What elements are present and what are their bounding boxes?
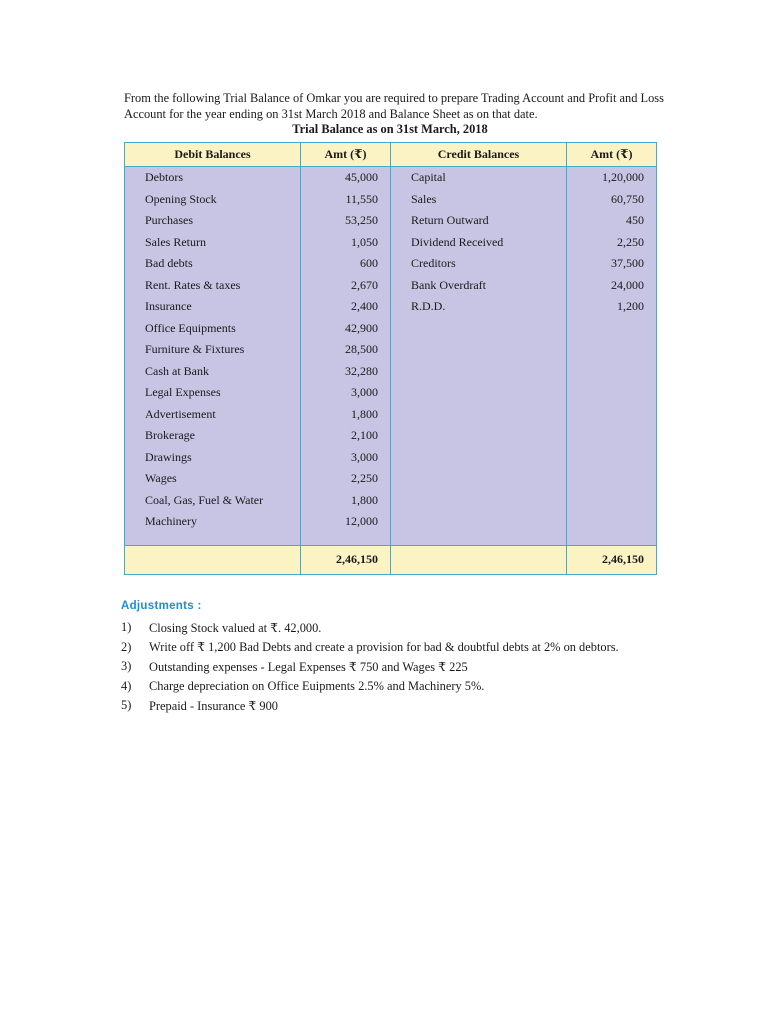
credit-account-name bbox=[391, 361, 567, 383]
credit-amount: 450 bbox=[567, 210, 657, 232]
credit-amount: 1,200 bbox=[567, 296, 657, 318]
debit-amount: 2,400 bbox=[301, 296, 391, 318]
credit-amount: 24,000 bbox=[567, 275, 657, 297]
table-row bbox=[125, 275, 657, 297]
debit-account-name: Drawings bbox=[125, 447, 301, 469]
debit-amount: 28,500 bbox=[301, 339, 391, 361]
total-credit-amount: 2,46,150 bbox=[567, 545, 657, 574]
adjustments-heading: Adjustments : bbox=[121, 600, 202, 612]
credit-amount bbox=[567, 447, 657, 469]
table-row bbox=[125, 232, 657, 254]
debit-amount: 2,250 bbox=[301, 468, 391, 490]
adjustment-number: 2) bbox=[121, 639, 132, 654]
table-row bbox=[125, 339, 657, 361]
debit-account-name: Office Equipments bbox=[125, 318, 301, 340]
credit-account-name: Return Outward bbox=[391, 210, 567, 232]
debit-amount: 11,550 bbox=[301, 189, 391, 211]
credit-account-name: Creditors bbox=[391, 253, 567, 275]
debit-amount: 1,050 bbox=[301, 232, 391, 254]
adjustment-text: Write off ₹ 1,200 Bad Debts and create a provision for bad & doubtful debts at 2% on debtors. bbox=[149, 640, 619, 655]
debit-account-name: Sales Return bbox=[125, 232, 301, 254]
debit-account-name: Bad debts bbox=[125, 253, 301, 275]
adjustment-text: Charge depreciation on Office Euipments 2.5% and Machinery 5%. bbox=[149, 678, 485, 693]
spacer-cell bbox=[301, 533, 391, 546]
credit-account-name bbox=[391, 490, 567, 512]
debit-account-name: Cash at Bank bbox=[125, 361, 301, 383]
header-debit-amount: Amt (₹) bbox=[301, 143, 391, 167]
credit-amount bbox=[567, 318, 657, 340]
table-row bbox=[125, 404, 657, 426]
credit-amount bbox=[567, 361, 657, 383]
credit-amount bbox=[567, 339, 657, 361]
debit-account-name: Purchases bbox=[125, 210, 301, 232]
debit-amount: 32,280 bbox=[301, 361, 391, 383]
debit-amount: 12,000 bbox=[301, 511, 391, 533]
credit-account-name bbox=[391, 468, 567, 490]
debit-account-name: Furniture & Fixtures bbox=[125, 339, 301, 361]
spacer-cell bbox=[391, 533, 567, 546]
table-body bbox=[125, 167, 657, 546]
debit-amount: 3,000 bbox=[301, 382, 391, 404]
debit-account-name: Legal Expenses bbox=[125, 382, 301, 404]
adjustment-number: 1) bbox=[121, 620, 132, 635]
adjustment-item bbox=[121, 696, 681, 716]
adjustment-item bbox=[121, 677, 681, 697]
spacer-row bbox=[125, 533, 657, 546]
debit-account-name: Coal, Gas, Fuel & Water bbox=[125, 490, 301, 512]
spacer-cell bbox=[567, 533, 657, 546]
credit-amount: 37,500 bbox=[567, 253, 657, 275]
problem-statement: From the following Trial Balance of Omkar you are required to prepare Trading Account and Profit and Loss Account for the year ending on 31st March 2018 and Balance Sheet as on that date. bbox=[124, 91, 664, 121]
debit-account-name: Brokerage bbox=[125, 425, 301, 447]
header-debit-balances: Debit Balances bbox=[125, 143, 301, 167]
credit-amount: 2,250 bbox=[567, 232, 657, 254]
debit-amount: 600 bbox=[301, 253, 391, 275]
table-row bbox=[125, 468, 657, 490]
adjustment-item bbox=[121, 618, 681, 638]
credit-account-name bbox=[391, 447, 567, 469]
debit-account-name: Machinery bbox=[125, 511, 301, 533]
credit-account-name bbox=[391, 511, 567, 533]
table-row bbox=[125, 447, 657, 469]
table-row bbox=[125, 511, 657, 533]
totals-debit-label bbox=[125, 545, 301, 574]
table-row bbox=[125, 318, 657, 340]
credit-account-name: Bank Overdraft bbox=[391, 275, 567, 297]
credit-amount bbox=[567, 382, 657, 404]
total-debit-amount: 2,46,150 bbox=[301, 545, 391, 574]
debit-account-name: Wages bbox=[125, 468, 301, 490]
table-row bbox=[125, 210, 657, 232]
adjustment-number: 5) bbox=[121, 698, 132, 713]
adjustment-item bbox=[121, 638, 681, 658]
credit-amount: 60,750 bbox=[567, 189, 657, 211]
table-row bbox=[125, 382, 657, 404]
debit-amount: 53,250 bbox=[301, 210, 391, 232]
adjustment-text: Closing Stock valued at ₹. 42,000. bbox=[149, 620, 322, 635]
table-row bbox=[125, 189, 657, 211]
credit-account-name bbox=[391, 339, 567, 361]
table-row bbox=[125, 253, 657, 275]
debit-amount: 2,100 bbox=[301, 425, 391, 447]
table-row bbox=[125, 167, 657, 189]
table-header-row bbox=[125, 143, 657, 167]
credit-amount bbox=[567, 468, 657, 490]
header-credit-balances: Credit Balances bbox=[391, 143, 567, 167]
adjustment-text: Outstanding expenses - Legal Expenses ₹ 750 and Wages ₹ 225 bbox=[149, 659, 468, 674]
debit-account-name: Rent. Rates & taxes bbox=[125, 275, 301, 297]
trial-balance-title: Trial Balance as on 31st March, 2018 bbox=[292, 122, 488, 136]
table-row bbox=[125, 361, 657, 383]
debit-account-name: Advertisement bbox=[125, 404, 301, 426]
table-row bbox=[125, 490, 657, 512]
credit-amount bbox=[567, 490, 657, 512]
debit-account-name: Opening Stock bbox=[125, 189, 301, 211]
credit-account-name: Capital bbox=[391, 167, 567, 189]
debit-account-name: Debtors bbox=[125, 167, 301, 189]
spacer-cell bbox=[125, 533, 301, 546]
trial-balance-table bbox=[124, 142, 657, 575]
table-row bbox=[125, 296, 657, 318]
credit-amount bbox=[567, 425, 657, 447]
debit-amount: 2,670 bbox=[301, 275, 391, 297]
debit-amount: 1,800 bbox=[301, 490, 391, 512]
header-credit-amount: Amt (₹) bbox=[567, 143, 657, 167]
credit-account-name bbox=[391, 382, 567, 404]
debit-amount: 3,000 bbox=[301, 447, 391, 469]
credit-amount bbox=[567, 511, 657, 533]
credit-account-name: Sales bbox=[391, 189, 567, 211]
adjustments-list bbox=[121, 618, 681, 716]
debit-amount: 45,000 bbox=[301, 167, 391, 189]
adjustment-text: Prepaid - Insurance ₹ 900 bbox=[149, 698, 278, 713]
adjustment-number: 3) bbox=[121, 659, 132, 674]
debit-amount: 42,900 bbox=[301, 318, 391, 340]
credit-account-name bbox=[391, 404, 567, 426]
debit-amount: 1,800 bbox=[301, 404, 391, 426]
credit-account-name: Dividend Received bbox=[391, 232, 567, 254]
credit-account-name bbox=[391, 318, 567, 340]
credit-amount: 1,20,000 bbox=[567, 167, 657, 189]
totals-credit-label bbox=[391, 545, 567, 574]
debit-account-name: Insurance bbox=[125, 296, 301, 318]
credit-account-name bbox=[391, 425, 567, 447]
adjustment-number: 4) bbox=[121, 678, 132, 693]
totals-row bbox=[125, 545, 657, 574]
adjustment-item bbox=[121, 657, 681, 677]
credit-amount bbox=[567, 404, 657, 426]
table-row bbox=[125, 425, 657, 447]
credit-account-name: R.D.D. bbox=[391, 296, 567, 318]
